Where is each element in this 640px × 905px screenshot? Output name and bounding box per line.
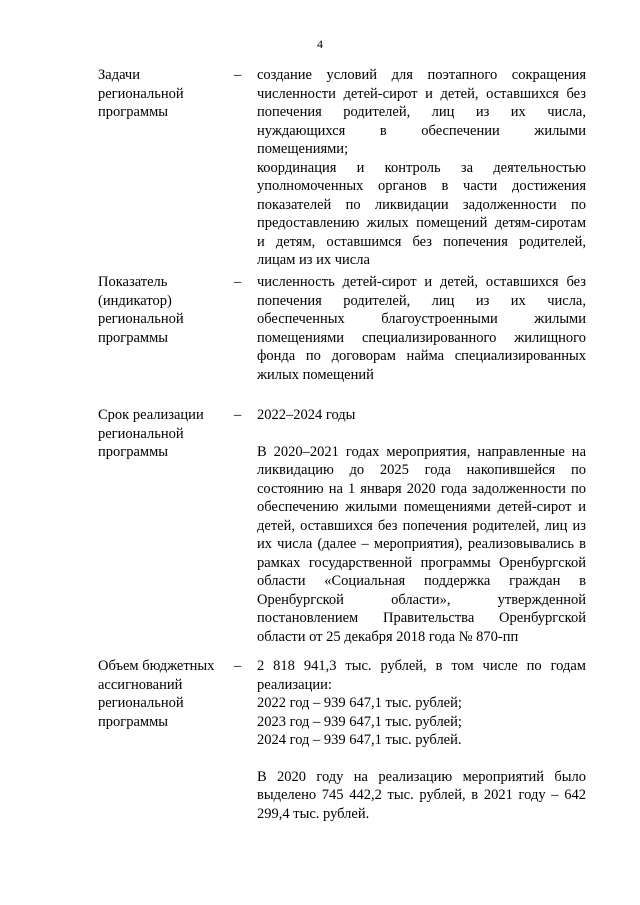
- term-value: [257, 406, 586, 646]
- budget-label: Объем бюджетных ассигнований региональной программы: [98, 658, 215, 730]
- tasks-paragraph: создание условий для поэтапного сокращения численности детей-сирот и детей, оставшихся без попечения родителей, лиц из их числа, нуждающихся в обеспечении жилыми помещениями;: [257, 67, 586, 157]
- budget-year-line: 2022 год – 939 647,1 тыс. рублей;: [257, 695, 462, 711]
- tasks-value: [257, 66, 586, 270]
- budget-intro: 2 818 941,3 тыс. рублей, в том числе по годам реализации:: [257, 658, 586, 693]
- budget-year-line: 2023 год – 939 647,1 тыс. рублей;: [257, 713, 462, 730]
- budget-year-line: 2024 год – 939 647,1 тыс. рублей.: [257, 732, 462, 748]
- indicator-label: Показатель (индикатор) региональной программы: [98, 274, 184, 346]
- indicator-value: [257, 273, 586, 384]
- budget-dash: –: [234, 658, 242, 674]
- indicator-paragraph: численность детей-сирот и детей, оставшихся без попечения родителей, лиц из их числа, обеспеченных благоустроенными жилыми помещениями специализированного жилищного фонда по договорам найма специализированных жилых помещений: [257, 274, 586, 383]
- budget-value: [257, 657, 586, 823]
- tasks-dash: –: [234, 67, 242, 83]
- page-number: 4: [317, 37, 323, 51]
- indicator-dash: –: [234, 274, 242, 290]
- term-label: Срок реализации региональной программы: [98, 407, 204, 460]
- tasks-paragraph: координация и контроль за деятельностью уполномоченных органов в части достижения показателей по ликвидации задолженности по предоставлению жилых помещений детям-сиротам и детям, оставшимся без попечения родителей, лицам из их числа: [257, 159, 586, 268]
- term-paragraph: В 2020–2021 годах мероприятия, направленные на ликвидацию до 2025 года накопившейся по состоянию на 1 января 2020 года задолженности по обеспечению жилыми помещениями детей-сирот и детей, оставшихся без попечения родителей, лиц из их числа (далее – мероприятия), реализовывались в рамках государственной программы Оренбургской области «Социальная поддержка граждан в Оренбургской области», утвержденной постановлением Правительства Оренбургской области от 25 декабря 2018 года № 870-пп: [257, 443, 586, 645]
- term-dash: –: [234, 407, 242, 423]
- tasks-label: Задачи региональной программы: [98, 67, 184, 120]
- budget-paragraph: В 2020 году на реализацию мероприятий было выделено 745 442,2 тыс. рублей, в 2021 году – 642 299,4 тыс. рублей.: [257, 768, 586, 822]
- term-years: 2022–2024 годы: [257, 407, 356, 423]
